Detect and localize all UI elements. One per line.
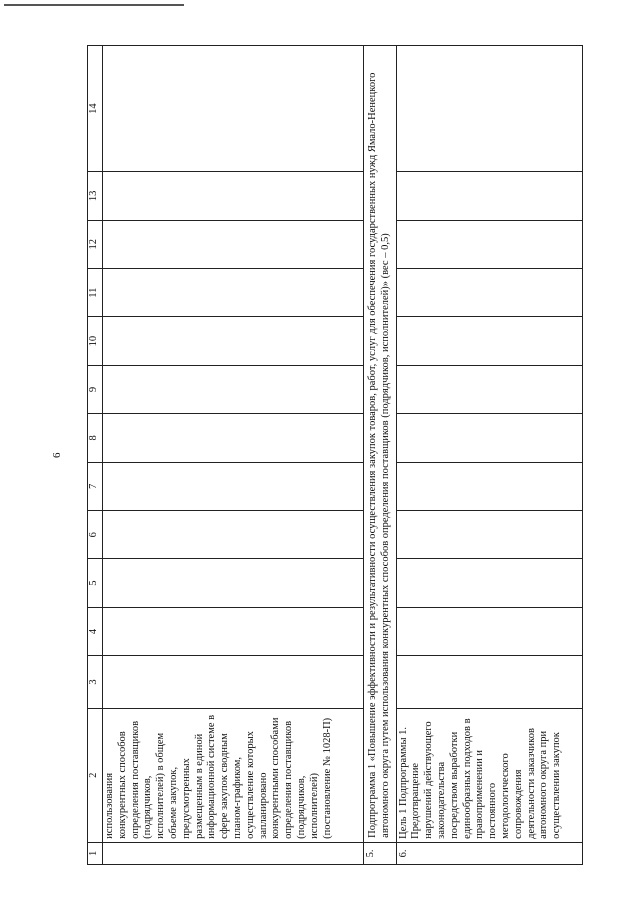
row-number: 5. [364, 842, 397, 864]
col-num-9: 9 [88, 365, 103, 413]
col-num-2: 2 [88, 708, 103, 842]
row-number [103, 842, 364, 864]
column-number-row [88, 46, 103, 865]
row-description: Цель 1 Подпрограммы 1. Предотвращение нарушений действующего законодательства посредством выработки единообразных подходов в правоприменении и постоянного методологического сопровождения деятельности заказчиков автономного округа при осуществлении закупок [396, 708, 582, 842]
col-num-5: 5 [88, 559, 103, 607]
col-num-7: 7 [88, 462, 103, 510]
col-num-1: 1 [88, 842, 103, 864]
rotated-table-page [87, 45, 617, 865]
table-row [103, 46, 364, 865]
subprogram-title: Подпрограмма 1 «Повышение эффективности и результативности осуществления закупок товаров, работ, услуг для обеспечения государственных нужд Ямало-Ненецкого автономного округа путем использования конкурентных способов определения поставщиков (подрядчиков, исполнителей)» (вес – 0,5) [364, 46, 397, 843]
col-num-13: 13 [88, 172, 103, 220]
col-num-12: 12 [88, 220, 103, 268]
col-num-4: 4 [88, 607, 103, 655]
row-number: 6. [396, 842, 582, 864]
col-num-11: 11 [88, 268, 103, 316]
col-num-3: 3 [88, 656, 103, 708]
page-number: 6 [51, 452, 63, 458]
table-row [364, 46, 397, 865]
col-num-14: 14 [88, 46, 103, 172]
row-description: использования конкурентных способов определения поставщиков (подрядчиков, исполнителей) в общем объеме закупок, предусмотренных размещенным в единой информационной системе в сфере закупок сводным планом-графиком, осуществление которых запланировано конкурентными способами определения поставщиков (подрядчиков, исполнителей) (постановление № 1028-П) [103, 708, 364, 842]
col-num-6: 6 [88, 511, 103, 559]
top-rule [4, 4, 184, 6]
col-num-8: 8 [88, 414, 103, 462]
col-num-10: 10 [88, 317, 103, 365]
table-row [396, 46, 582, 865]
data-table [87, 45, 583, 865]
